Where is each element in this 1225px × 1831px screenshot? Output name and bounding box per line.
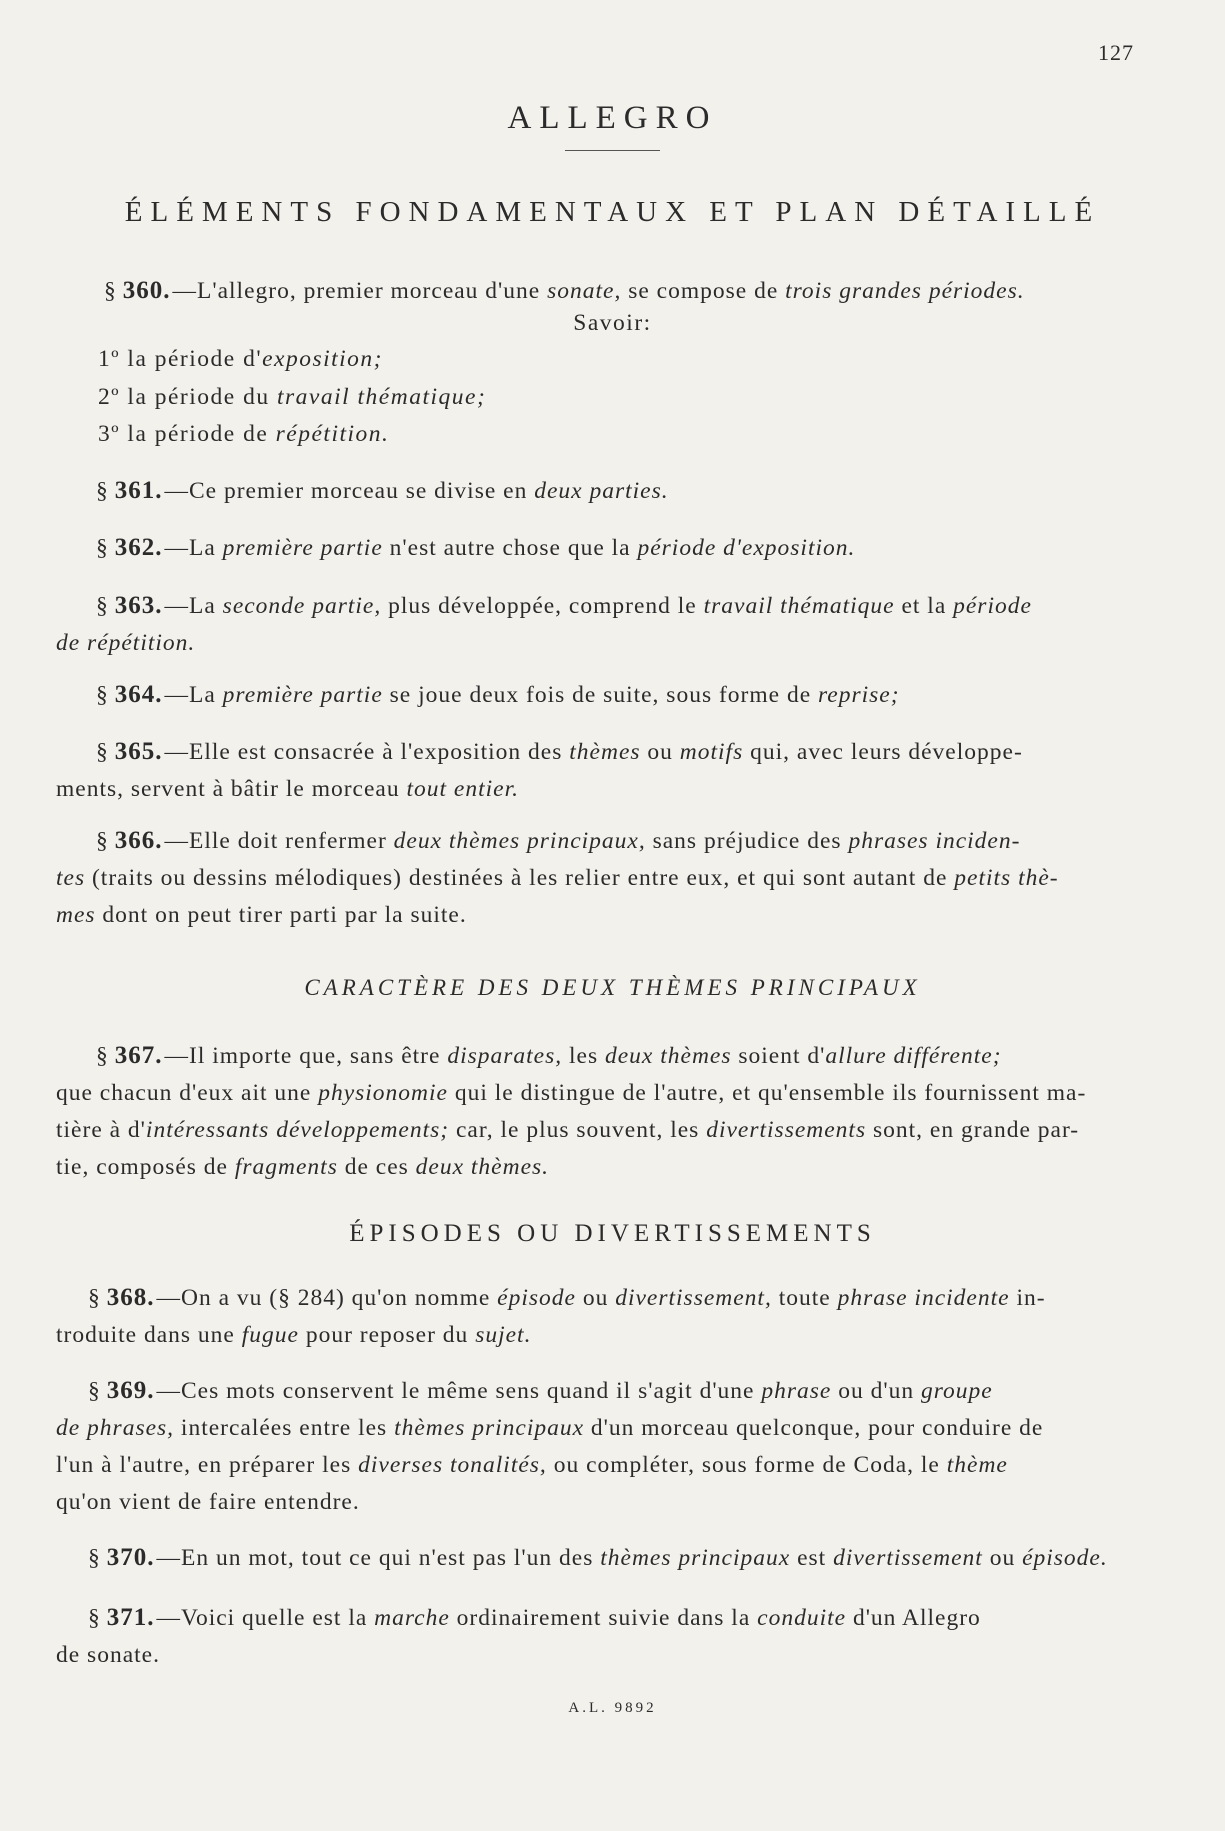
section-number: 362. — [114, 534, 163, 561]
text: —L'allegro, premier morceau d'une — [172, 278, 548, 304]
section-sign: § — [96, 478, 109, 504]
page-number: 127 — [1098, 40, 1134, 65]
paragraph-366: § 366.—Elle doit renfermer deux thèmes principaux, sans préjudice des phrases inciden- tes (traits ou dessins mélodiques) destinées à les relier entre eux, et qui sont autant de petits thè- mes dont on peut tirer parti par la suite. — [56, 827, 1059, 928]
list-item-1: 1º la période d'exposition; — [98, 346, 384, 372]
text: se compose de — [621, 278, 786, 304]
section-number: 365. — [114, 738, 163, 765]
heading-episodes: ÉPISODES OU DIVERTISSEMENTS — [349, 1220, 876, 1247]
paragraph-363: § 363.—La seconde partie, plus développée, comprend le travail thématique et la période de répétition. — [56, 592, 1032, 656]
section-number: 371. — [106, 1604, 155, 1631]
paragraph-367: § 367.—Il importe que, sans être disparates, les deux thèmes soient d'allure différente; que chacun d'eux ait une physionomie qui le distingue de l'autre, et qu'ensemble ils fournissent ma- tière à d'intéressants développements; car, le plus souvent, les divertissements sont, en grande par- tie, composés de fragments de ces deux thèmes. — [56, 1042, 1087, 1180]
paragraph-361: § 361.—Ce premier morceau se divise en deux parties. — [96, 477, 669, 504]
section-number: 368. — [106, 1284, 155, 1311]
page-subtitle: ÉLÉMENTS FONDAMENTAUX ET PLAN DÉTAILLÉ — [124, 196, 1101, 228]
list-item-2: 2º la période du travail thématique; — [98, 384, 487, 410]
section-number: 370. — [106, 1544, 155, 1571]
section-number: 369. — [106, 1377, 155, 1404]
paragraph-368: § 368.—On a vu (§ 284) qu'on nomme épisode ou divertissement, toute phrase incidente in- troduite dans une fugue pour reposer du sujet. — [56, 1284, 1046, 1348]
list-item-3: 3º la période de répétition. — [98, 421, 390, 447]
text-italic: sonate, — [547, 278, 622, 304]
section-sign: § — [96, 593, 109, 619]
paragraph-360 — [56, 272, 1118, 310]
savoir-label: Savoir: — [573, 310, 652, 336]
text-italic: trois grandes périodes. — [785, 278, 1025, 304]
section-number: 364. — [114, 681, 163, 708]
section-sign: § — [96, 1043, 109, 1069]
paragraph-369: § 369.—Ces mots conservent le même sens quand il s'agit d'une phrase ou d'un groupe de phrases, intercalées entre les thèmes principaux d'un morceau quelconque, pour conduire de l'un à l'autre, en préparer les diverses tonalités, ou compléter, sous forme de Coda, le thème qu'on vient de faire entendre. — [56, 1377, 1044, 1515]
section-sign: § — [88, 1378, 101, 1404]
section-number: 367. — [114, 1042, 163, 1069]
footer-plate-number: A.L. 9892 — [568, 1700, 657, 1716]
paragraph-362: § 362.—La première partie n'est autre chose que la période d'exposition. — [96, 534, 856, 561]
section-number: 363. — [114, 592, 163, 619]
paragraph-364: § 364.—La première partie se joue deux fois de suite, sous forme de reprise; — [96, 681, 900, 708]
paragraph-370: § 370.—En un mot, tout ce qui n'est pas l'un des thèmes principaux est divertissement ou épisode. — [88, 1544, 1108, 1571]
paragraph-371: § 371.—Voici quelle est la marche ordinairement suivie dans la conduite d'un Allegro de sonate. — [56, 1604, 981, 1668]
section-sign: § — [96, 535, 109, 561]
section-sign: § — [88, 1545, 101, 1571]
section-number: 360. — [122, 277, 171, 304]
title-rule — [565, 150, 660, 151]
section-sign: § — [96, 739, 109, 765]
page-title: ALLEGRO — [507, 100, 718, 136]
section-number: 361. — [114, 477, 163, 504]
section-sign: § — [96, 682, 109, 708]
section-sign: § — [88, 1605, 101, 1631]
section-sign: § — [96, 828, 109, 854]
heading-caractere: CARACTÈRE DES DEUX THÈMES PRINCIPAUX — [304, 975, 921, 1000]
section-sign: § — [104, 278, 117, 304]
section-number: 366. — [114, 827, 163, 854]
section-sign: § — [88, 1285, 101, 1311]
paragraph-365: § 365.—Elle est consacrée à l'exposition des thèmes ou motifs qui, avec leurs développe- ments, servent à bâtir le morceau tout entier. — [56, 738, 1023, 802]
